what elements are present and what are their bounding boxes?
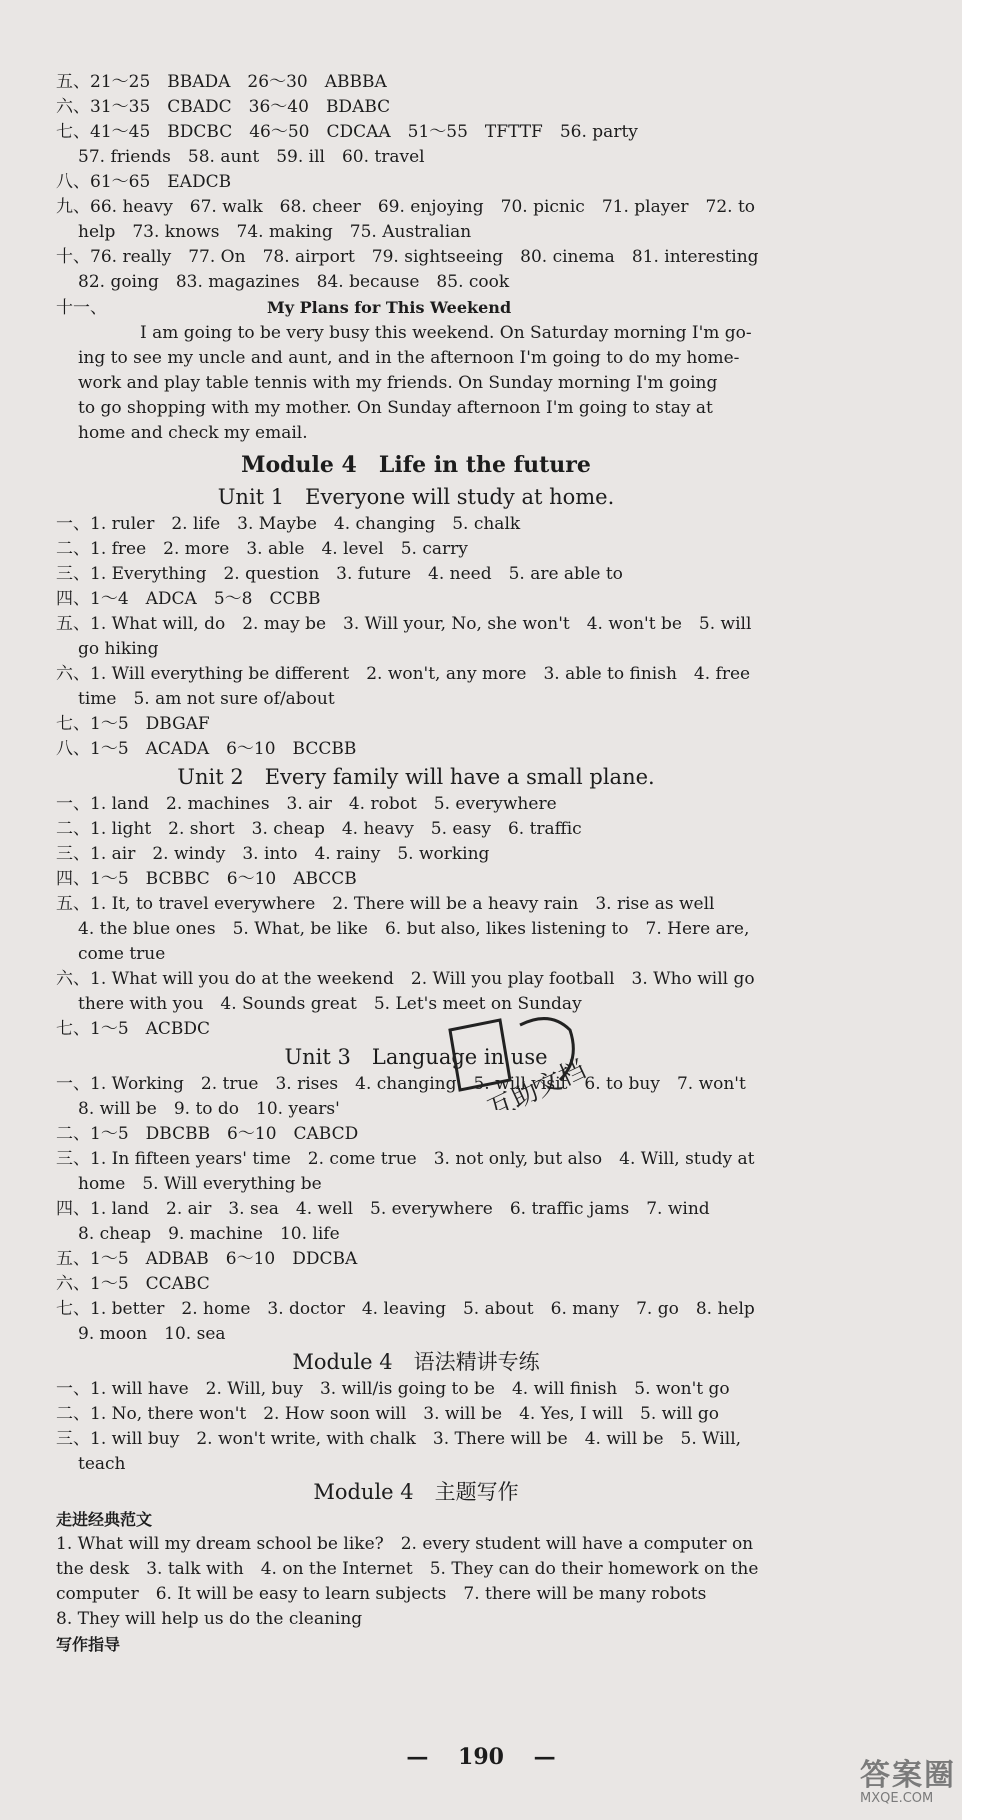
line-text: 十、76. really 77. On 78. airport 79. sightseeing 80. cinema 81. interesting [56, 247, 759, 267]
line-text: 十一、 [56, 298, 107, 318]
line-text: Unit 1 Everyone will study at home. [217, 485, 615, 509]
answer-line [56, 992, 776, 1017]
line-text: 三、1. In fifteen years' time 2. come true 3. not only, but also 4. Will, study at [56, 1149, 755, 1169]
answer-line [56, 562, 776, 587]
unit-heading [56, 1042, 776, 1072]
line-text: 七、41～45 BDCBC 46～50 CDCAA 51～55 TFTTF 56. party [56, 122, 638, 142]
answer-line [56, 687, 776, 712]
answer-line [56, 145, 776, 170]
unit-heading [56, 762, 776, 792]
answer-line [56, 1272, 776, 1297]
line-text: 八、61～65 EADCB [56, 172, 232, 192]
answer-line [56, 1197, 776, 1222]
line-text: teach [78, 1454, 126, 1474]
answer-line [56, 1222, 776, 1247]
line-text: help 73. knows 74. making 75. Australian [78, 222, 472, 242]
line-text: 一、1. will have 2. Will, buy 3. will/is going to be 4. will finish 5. won't go [56, 1379, 730, 1399]
line-text: 四、1. land 2. air 3. sea 4. well 5. everywhere 6. traffic jams 7. wind [56, 1199, 710, 1219]
answer-line [56, 1122, 776, 1147]
answer-line [56, 1582, 776, 1607]
stamp-text: 互助文档 [483, 1054, 591, 1110]
line-text: 8. will be 9. to do 10. years' [78, 1099, 340, 1119]
answer-line [56, 967, 776, 992]
essay-title: My Plans for This Weekend [267, 298, 512, 317]
line-text: 9. moon 10. sea [78, 1324, 226, 1344]
answer-line [56, 220, 776, 245]
answer-line [56, 1532, 776, 1557]
line-text: work and play table tennis with my friends. On Sunday morning I'm going [78, 373, 718, 393]
answer-line [56, 195, 776, 220]
line-text: 六、1. What will you do at the weekend 2. Will you play football 3. Who will go [56, 969, 755, 989]
module-heading [56, 450, 776, 480]
line-text: 八、1～5 ACADA 6～10 BCCBB [56, 739, 357, 759]
line-text: 六、1～5 CCABC [56, 1274, 210, 1294]
answer-line [56, 1147, 776, 1172]
unit-heading [56, 1347, 776, 1377]
line-text: 二、1. No, there won't 2. How soon will 3. will be 4. Yes, I will 5. will go [56, 1404, 720, 1424]
page-number-dash-right: — [533, 1744, 556, 1770]
line-text: Unit 2 Every family will have a small plane. [177, 765, 655, 789]
answer-line [56, 942, 776, 967]
answer-line [56, 637, 776, 662]
line-text: 8. They will help us do the cleaning [56, 1609, 363, 1629]
line-text: home 5. Will everything be [78, 1174, 322, 1194]
line-text: 二、1. free 2. more 3. able 4. level 5. carry [56, 539, 468, 559]
line-text: 七、1～5 DBGAF [56, 714, 210, 734]
line-text: 1. What will my dream school be like? 2. every student will have a computer on [56, 1534, 754, 1554]
answer-line [56, 792, 776, 817]
line-text: 五、21～25 BBADA 26～30 ABBBA [56, 72, 387, 92]
stamp-logo [440, 1000, 640, 1114]
answer-line [56, 1097, 776, 1122]
line-text: 二、1～5 DBCBB 6～10 CABCD [56, 1124, 359, 1144]
answer-line [56, 170, 776, 195]
line-text: 8. cheap 9. machine 10. life [78, 1224, 340, 1244]
answer-line [56, 892, 776, 917]
line-text: 57. friends 58. aunt 59. ill 60. travel [78, 147, 425, 167]
answer-line [56, 1452, 776, 1477]
line-text: 走进经典范文 [56, 1510, 153, 1529]
line-text: 九、66. heavy 67. walk 68. cheer 69. enjoying 70. picnic 71. player 72. to [56, 197, 756, 217]
line-text: ing to see my uncle and aunt, and in the afternoon I'm going to do my home- [78, 348, 740, 368]
answer-line [56, 662, 776, 687]
line-text: Module 4 Life in the future [241, 452, 591, 478]
watermark-url: MXQE.COM [860, 1791, 934, 1806]
line-text: go hiking [78, 639, 159, 659]
line-text: 82. going 83. magazines 84. because 85. cook [78, 272, 510, 292]
line-text: time 5. am not sure of/about [78, 689, 335, 709]
line-text: 4. the blue ones 5. What, be like 6. but also, likes listening to 7. Here are, [78, 919, 750, 939]
page-number [0, 1744, 962, 1770]
line-text: 四、1～5 BCBBC 6～10 ABCCB [56, 869, 357, 889]
answer-line [56, 95, 776, 120]
answer-line [56, 270, 776, 295]
watermark-logo [860, 1760, 956, 1806]
answer-line [56, 1607, 776, 1632]
line-text: 写作指导 [56, 1635, 121, 1654]
answer-line [56, 396, 776, 421]
answer-line [56, 612, 776, 637]
stamp-icon [440, 1000, 640, 1110]
answer-line [56, 917, 776, 942]
unit-heading [56, 482, 776, 512]
line-text: 一、1. ruler 2. life 3. Maybe 4. changing 5. chalk [56, 514, 521, 534]
line-text: 三、1. Everything 2. question 3. future 4. need 5. are able to [56, 564, 623, 584]
section-heading [56, 1507, 776, 1532]
line-text: 七、1. better 2. home 3. doctor 4. leaving 5. about 6. many 7. go 8. help [56, 1299, 755, 1319]
line-text: Unit 3 Language in use [284, 1045, 548, 1069]
answer-line [56, 1377, 776, 1402]
line-text: 三、1. air 2. windy 3. into 4. rainy 5. working [56, 844, 490, 864]
line-text: Module 4 主题写作 [313, 1480, 519, 1504]
answer-line [56, 842, 776, 867]
answer-line [56, 1297, 776, 1322]
answer-key-content [56, 70, 776, 1657]
answer-line [56, 1322, 776, 1347]
answer-line [56, 346, 776, 371]
line-text: 七、1～5 ACBDC [56, 1019, 211, 1039]
line-text: 二、1. light 2. short 3. cheap 4. heavy 5. easy 6. traffic [56, 819, 582, 839]
line-text: Module 4 语法精讲专练 [292, 1350, 540, 1374]
page-number-value: 190 [458, 1744, 504, 1770]
unit-heading [56, 1477, 776, 1507]
line-text: I am going to be very busy this weekend. On Saturday morning I'm go- [140, 323, 752, 343]
answer-line [56, 817, 776, 842]
answer-line [56, 1557, 776, 1582]
line-text: there with you 4. Sounds great 5. Let's meet on Sunday [78, 994, 582, 1014]
line-text: 六、1. Will everything be different 2. won't, any more 3. able to finish 4. free [56, 664, 751, 684]
line-text: 五、1. What will, do 2. may be 3. Will your, No, she won't 4. won't be 5. will [56, 614, 752, 634]
answer-line [56, 1072, 776, 1097]
answer-line [56, 70, 776, 95]
answer-line [56, 712, 776, 737]
line-text: 一、1. land 2. machines 3. air 4. robot 5. everywhere [56, 794, 557, 814]
answer-line [56, 1402, 776, 1427]
line-text: 五、1. It, to travel everywhere 2. There will be a heavy rain 3. rise as well [56, 894, 715, 914]
answer-line [56, 371, 776, 396]
line-text: the desk 3. talk with 4. on the Internet 5. They can do their homework on the [56, 1559, 759, 1579]
page-number-dash-left: — [406, 1744, 429, 1770]
line-text: 五、1～5 ADBAB 6～10 DDCBA [56, 1249, 358, 1269]
answer-line [56, 737, 776, 762]
answer-line [56, 867, 776, 892]
answer-line [56, 537, 776, 562]
answer-line [56, 1427, 776, 1452]
answer-line [56, 120, 776, 145]
answer-line [56, 512, 776, 537]
line-text: 四、1～4 ADCA 5～8 CCBB [56, 589, 321, 609]
line-text: home and check my email. [78, 423, 308, 443]
answer-line [56, 587, 776, 612]
answer-line [56, 421, 776, 446]
line-text: 一、1. Working 2. true 3. rises 4. changing 5. will visit 6. to buy 7. won't [56, 1074, 746, 1094]
line-text: 三、1. will buy 2. won't write, with chalk 3. There will be 4. will be 5. Will, [56, 1429, 742, 1449]
line-text: computer 6. It will be easy to learn subjects 7. there will be many robots [56, 1584, 707, 1604]
line-text: 六、31～35 CBADC 36～40 BDABC [56, 97, 391, 117]
answer-line [56, 1172, 776, 1197]
line-text: come true [78, 944, 166, 964]
answer-line [56, 1017, 776, 1042]
answer-line [56, 1247, 776, 1272]
answer-line [56, 295, 776, 321]
line-text: to go shopping with my mother. On Sunday afternoon I'm going to stay at [78, 398, 713, 418]
answer-line [56, 245, 776, 270]
watermark-text: 答案圈 [860, 1758, 956, 1793]
answer-line [56, 321, 776, 346]
section-heading [56, 1632, 776, 1657]
